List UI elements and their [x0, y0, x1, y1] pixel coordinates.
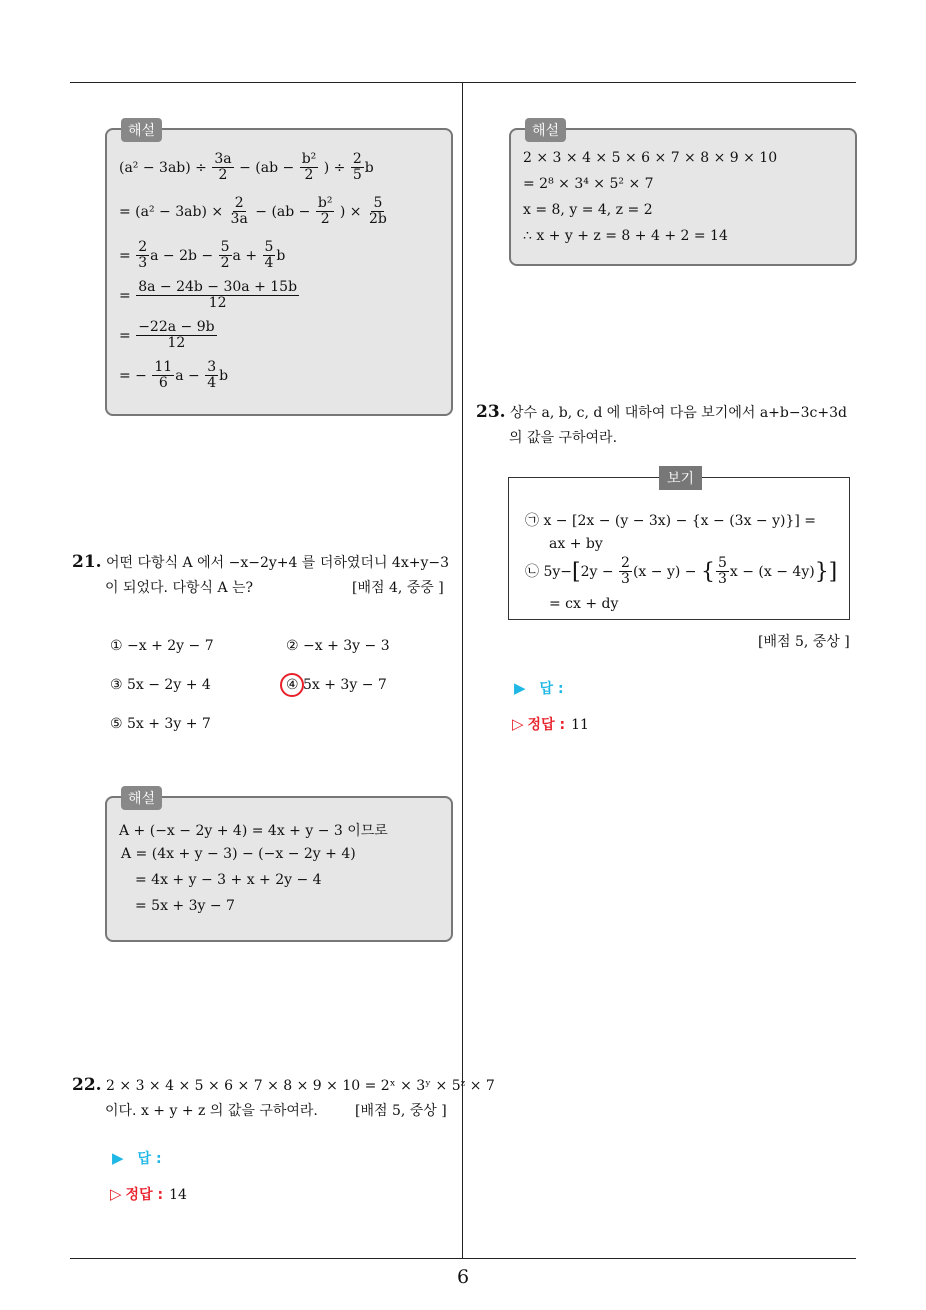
example-item-2-cont: = cx + dy: [549, 596, 619, 612]
choice-2[interactable]: ② −x + 3y − 3: [286, 638, 390, 654]
answer-row-22[interactable]: [112, 1148, 162, 1168]
question-number: 21.: [72, 552, 102, 572]
outline-triangle-icon: ▷: [110, 1185, 122, 1203]
example-item-2: ㉡ 5y−[2y − $\frac{2}{3}$ (x − y) − { $\frac{5}{3}$ x − (x − 4y)}]: [525, 555, 838, 588]
choice-1[interactable]: ① −x + 2y − 7: [110, 638, 214, 654]
bottom-rule: [70, 1258, 856, 1259]
solution-line: = 2⁸ × 3⁴ × 5² × 7: [523, 176, 654, 192]
answer-row-23[interactable]: [514, 678, 564, 698]
play-arrow-icon: ▶: [112, 1149, 124, 1167]
choice-3[interactable]: ③ 5x − 2y + 4: [110, 677, 211, 693]
solution-box-22: [509, 123, 857, 266]
solution-line: = $\frac{8a - 24b - 30a + 15b}{12}$: [119, 279, 298, 312]
example-item-1-cont: ax + by: [549, 536, 603, 552]
example-box: [508, 471, 850, 620]
top-rule: [70, 82, 856, 83]
question-number: 23.: [476, 402, 506, 422]
outline-triangle-icon: ▷: [512, 715, 524, 733]
solution-line: = (a² − 3ab) × $\frac{2}{3a}$ − (ab − $\frac{\text{b²}}{2}$ ) × $\frac{5}{2b}$: [119, 195, 387, 228]
correct-value: 11: [571, 717, 589, 733]
solution-line: (a² − 3ab) ÷ $\frac{3a}{2}$ − (ab − $\frac{\text{b²}}{2}$ ) ÷ $\frac{2}{5}$ b: [119, 151, 374, 184]
solution-line: A = (4x + y − 3) − (−x − 2y + 4): [121, 846, 356, 862]
play-arrow-icon: ▶: [514, 679, 526, 697]
solution-tag: 해설: [525, 118, 566, 142]
question-23-line2: 의 값을 구하여라.: [509, 430, 618, 446]
question-21-line2: 이 되었다. 다항식 A 는?: [105, 580, 254, 596]
solution-box-21: [105, 791, 453, 942]
solution-tag: 해설: [121, 118, 162, 142]
example-item-1: ㉠ x − [2x − (y − 3x) − {x − (3x − y)}] =: [525, 513, 817, 529]
solution-line: x = 8, y = 4, z = 2: [523, 202, 653, 218]
question-21: [72, 550, 449, 575]
solution-line: = 4x + y − 3 + x + 2y − 4: [135, 872, 322, 888]
solution-line: = − $\frac{11}{6}$ a − $\frac{3}{4}$ b: [119, 359, 229, 392]
solution-line: = $\frac{2}{3}$ a − 2b − $\frac{5}{2}$ a + $\frac{5}{4}$ b: [119, 239, 286, 272]
answer-label: 답 :: [137, 1151, 162, 1167]
question-text: 어떤 다항식 A 에서 −x−2y+4 를 더하였더니 4x+y−3: [106, 555, 449, 571]
question-22: [72, 1073, 495, 1098]
solution-line: = $\frac{-22a - 9b}{12}$: [119, 319, 215, 352]
example-tag: 보기: [659, 466, 702, 490]
question-text: 2 × 3 × 4 × 5 × 6 × 7 × 8 × 9 × 10 = 2ˣ × 3ʸ × 5ᶻ × 7: [106, 1078, 495, 1094]
correct-value: 14: [169, 1187, 187, 1203]
answer-label: 답 :: [539, 681, 564, 697]
solution-line: = 5x + 3y − 7: [135, 898, 235, 914]
solution-line: A + (−x − 2y + 4) = 4x + y − 3 이므로: [119, 823, 388, 839]
question-23: [476, 400, 847, 425]
question-text: 상수 a, b, c, d 에 대하여 다음 보기에서 a+b−3c+3d: [510, 405, 847, 421]
choice-5[interactable]: ⑤ 5x + 3y + 7: [110, 716, 211, 732]
solution-tag: 해설: [121, 786, 162, 810]
page-number: 6: [456, 1266, 470, 1288]
choice-4[interactable]: ④ 5x + 3y − 7: [286, 677, 387, 693]
correct-answer-22: ▷ 정답 : 14: [110, 1185, 187, 1203]
question-21-score: [배점 4, 중중 ]: [352, 580, 444, 596]
question-22-score: [배점 5, 중상 ]: [355, 1103, 447, 1119]
question-number: 22.: [72, 1075, 102, 1095]
solution-box-20: [105, 123, 453, 416]
question-22-line2: 이다. x + y + z 의 값을 구하여라.: [105, 1103, 318, 1119]
solution-line: 2 × 3 × 4 × 5 × 6 × 7 × 8 × 9 × 10: [523, 150, 778, 166]
correct-answer-23: ▷ 정답 : 11: [512, 715, 589, 733]
selected-answer-circle-icon: [280, 673, 304, 697]
solution-line: ∴ x + y + z = 8 + 4 + 2 = 14: [523, 228, 728, 244]
question-23-score: [배점 5, 중상 ]: [758, 634, 850, 650]
